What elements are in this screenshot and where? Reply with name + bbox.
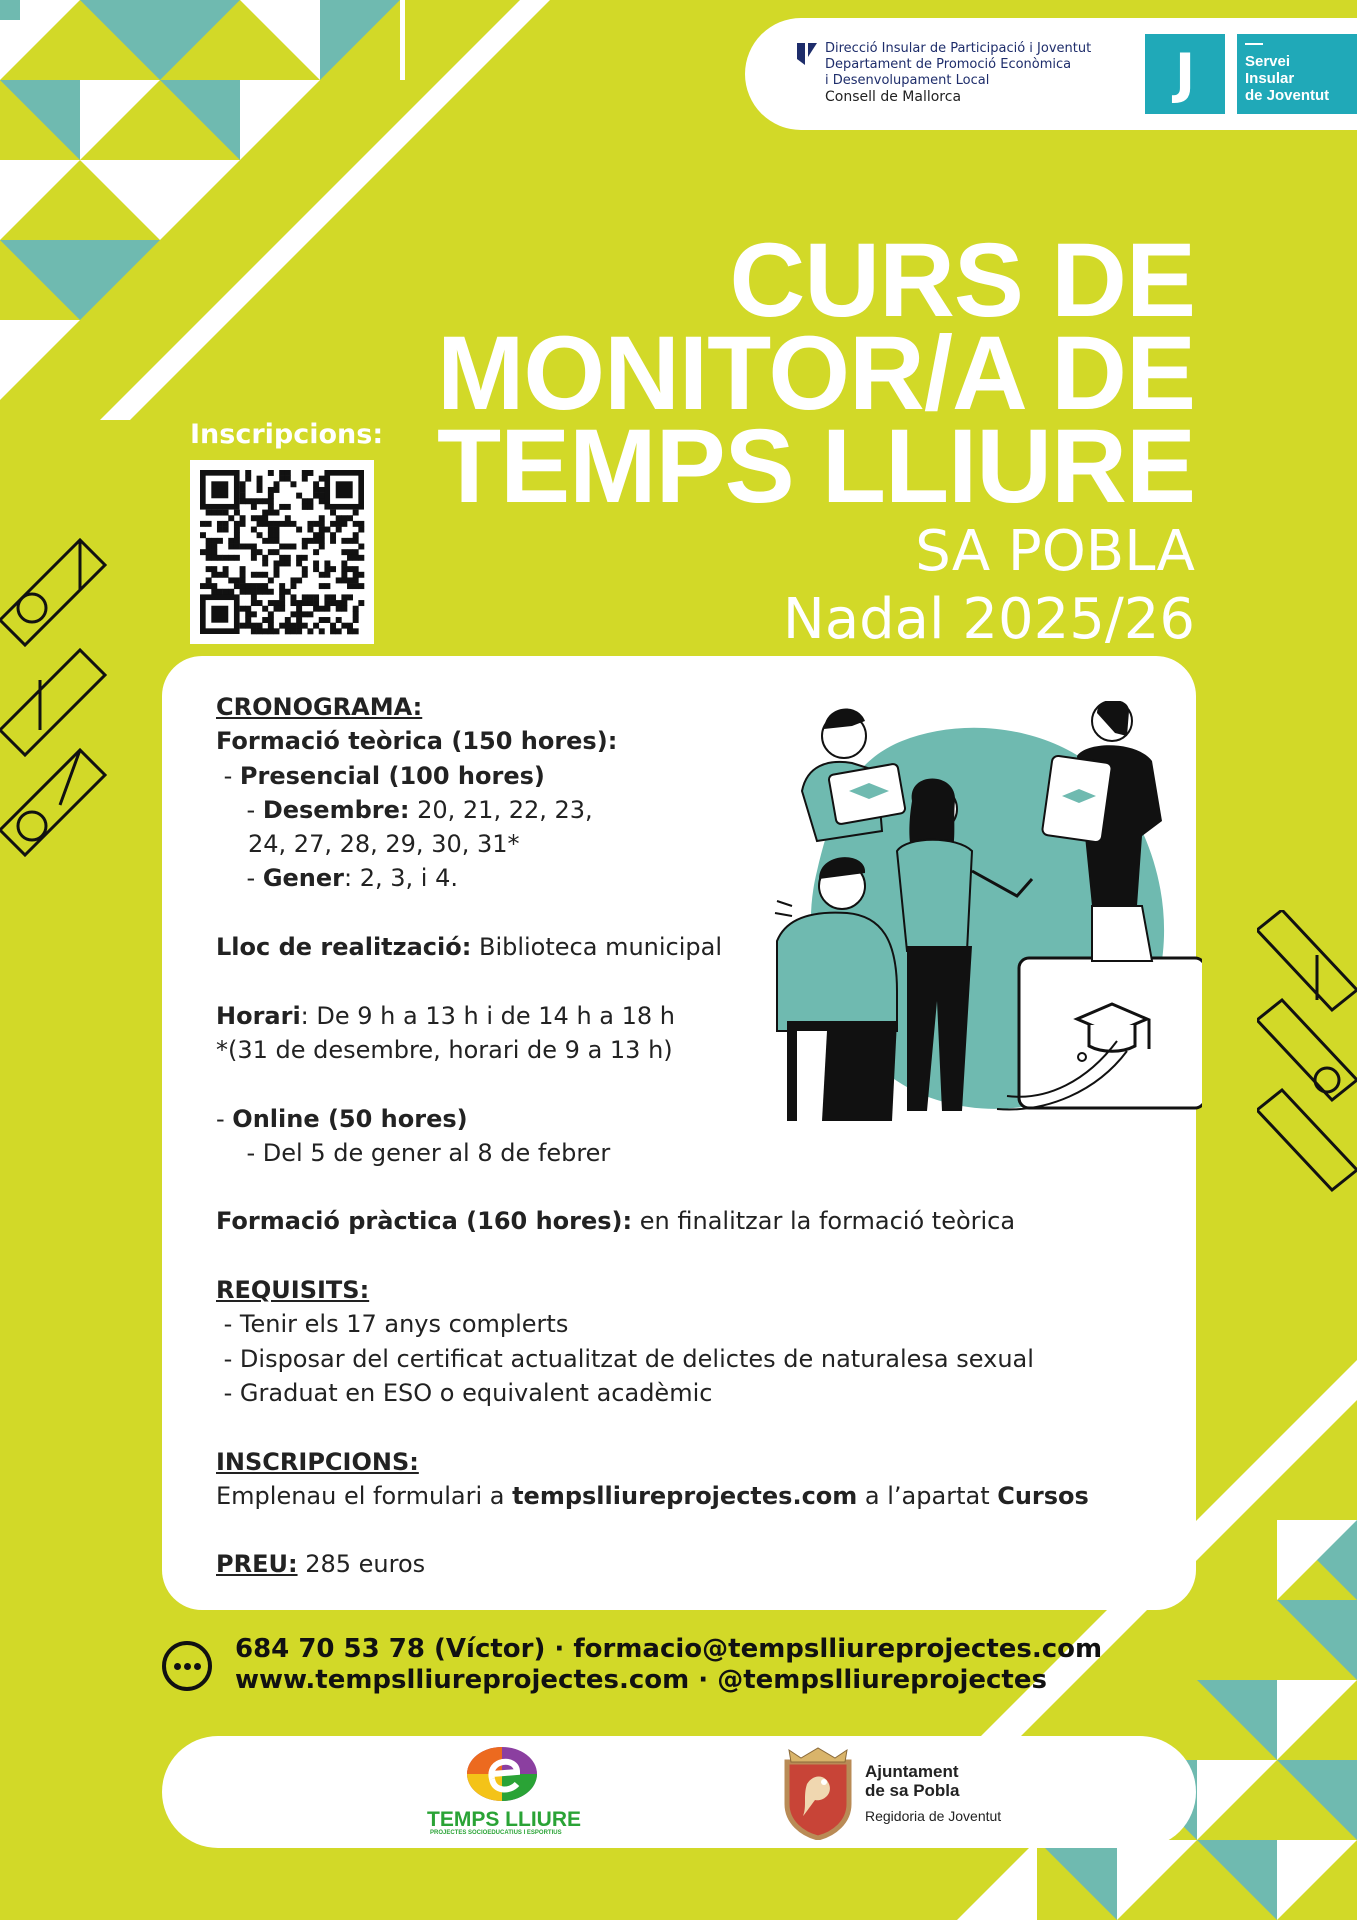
temps-lliure-logo-icon (462, 1744, 542, 1804)
contact-line-2[interactable]: www.tempslliureprojectes.com · @tempslliureprojectes (235, 1665, 1047, 1695)
info-card (162, 656, 1196, 1610)
servei-line-2: Insular (1245, 70, 1295, 87)
desembre-days-2: 24, 27, 28, 29, 30, 31* (248, 830, 520, 859)
gener-prefix: - (216, 864, 263, 893)
dept-line-2: Departament de Promoció Econòmica (825, 57, 1072, 72)
ajuntament-name (865, 1762, 959, 1800)
consell-mallorca-logo-icon (797, 43, 817, 65)
registration-qr-code[interactable] (190, 460, 374, 644)
contact-line-1[interactable]: 684 70 53 78 (Víctor) · formacio@tempslliureprojectes.com (235, 1634, 1103, 1664)
preu-value: 285 euros (297, 1550, 426, 1579)
sa-pobla-coat-of-arms-icon (779, 1744, 857, 1840)
temps-lliure-name: TEMPS LLIURE (427, 1808, 582, 1831)
ajt-line-2: de sa Pobla (865, 1781, 960, 1800)
regidoria-label: Regidoria de Joventut (865, 1808, 1002, 1824)
requisit-item: - Graduat en ESO o equivalent acadèmic (216, 1378, 713, 1407)
students-illustration (757, 701, 1202, 1126)
line-pattern-left (0, 530, 110, 900)
requisit-item: - Tenir els 17 anys complerts (216, 1310, 569, 1339)
servei-line-3: de Joventut (1245, 87, 1330, 104)
inscripcions-text-1: Emplenau el formulari a (216, 1481, 513, 1510)
inscripcions-text-2: a l’apartat (857, 1481, 998, 1510)
horari-label: Horari (216, 1001, 301, 1030)
desembre-days-1: 20, 21, 22, 23, (409, 795, 593, 824)
qr-code-graphic (190, 460, 374, 644)
title-line-1: CURS DE (729, 222, 1195, 339)
presencial-label: Presencial (100 hores) (239, 761, 545, 790)
gener-days: : 2, 3, i 4. (344, 864, 458, 893)
desembre-prefix: - (216, 795, 263, 824)
dept-line-4: Consell de Mallorca (825, 89, 962, 105)
servei-insular-logo (1237, 34, 1357, 114)
inscripcions-heading: INSCRIPCIONS: (216, 1447, 419, 1476)
requisit-item: - Disposar del certificat actualitzat de delictes de naturalesa sexual (216, 1344, 1034, 1373)
horari-note: *(31 de desembre, horari de 9 a 13 h) (216, 1035, 673, 1064)
ajt-line-1: Ajuntament (865, 1762, 959, 1781)
servei-line-1: Servei (1245, 53, 1291, 70)
header-institution-bar (745, 18, 1357, 130)
gener-label: Gener (262, 864, 344, 893)
department-names (825, 41, 1125, 105)
title-line-2: MONITOR/A DE (436, 315, 1195, 432)
inscripcions-section: Cursos (997, 1481, 1089, 1510)
preu-heading: PREU: (216, 1550, 298, 1579)
footer-logo-bar (162, 1736, 1196, 1848)
lloc-label: Lloc de realització: (216, 933, 472, 962)
horari-value: : De 9 h a 13 h i de 14 h a 18 h (300, 1001, 675, 1030)
practica-label: Formació pràctica (160 hores): (216, 1207, 633, 1236)
inscripcions-url-link[interactable]: tempslliureprojectes.com (512, 1481, 858, 1510)
title-line-3: TEMPS LLIURE (436, 408, 1195, 525)
online-dates: - Del 5 de gener al 8 de febrer (216, 1138, 611, 1167)
edition: Nadal 2025/26 (782, 587, 1195, 652)
temps-lliure-tagline: PROJECTES SOCIOEDUCATIUS I ESPORTIUS (430, 1830, 562, 1836)
cronograma-heading: CRONOGRAMA: (216, 693, 423, 721)
logo-bar (1245, 43, 1263, 45)
online-prefix: - (216, 1104, 233, 1133)
dept-line-3: i Desenvolupament Local (825, 73, 990, 88)
dept-line-1: Direcció Insular de Participació i Joventut (825, 41, 1092, 56)
line-pattern-right (1257, 910, 1357, 1210)
practica-value: en finalitzar la formació teòrica (632, 1207, 1016, 1236)
lloc-value: Biblioteca municipal (471, 933, 723, 962)
place-name: SA POBLA (915, 519, 1195, 584)
teorica-heading: Formació teòrica (150 hores): (216, 727, 618, 756)
more-options-icon (162, 1641, 212, 1691)
online-label: Online (50 hores) (232, 1104, 468, 1133)
requisits-heading: REQUISITS: (216, 1276, 370, 1305)
qr-label: Inscripcions: (190, 419, 384, 450)
desembre-label: Desembre: (262, 795, 410, 824)
j-logo: J (1145, 34, 1225, 114)
presencial-prefix: - (216, 761, 240, 790)
